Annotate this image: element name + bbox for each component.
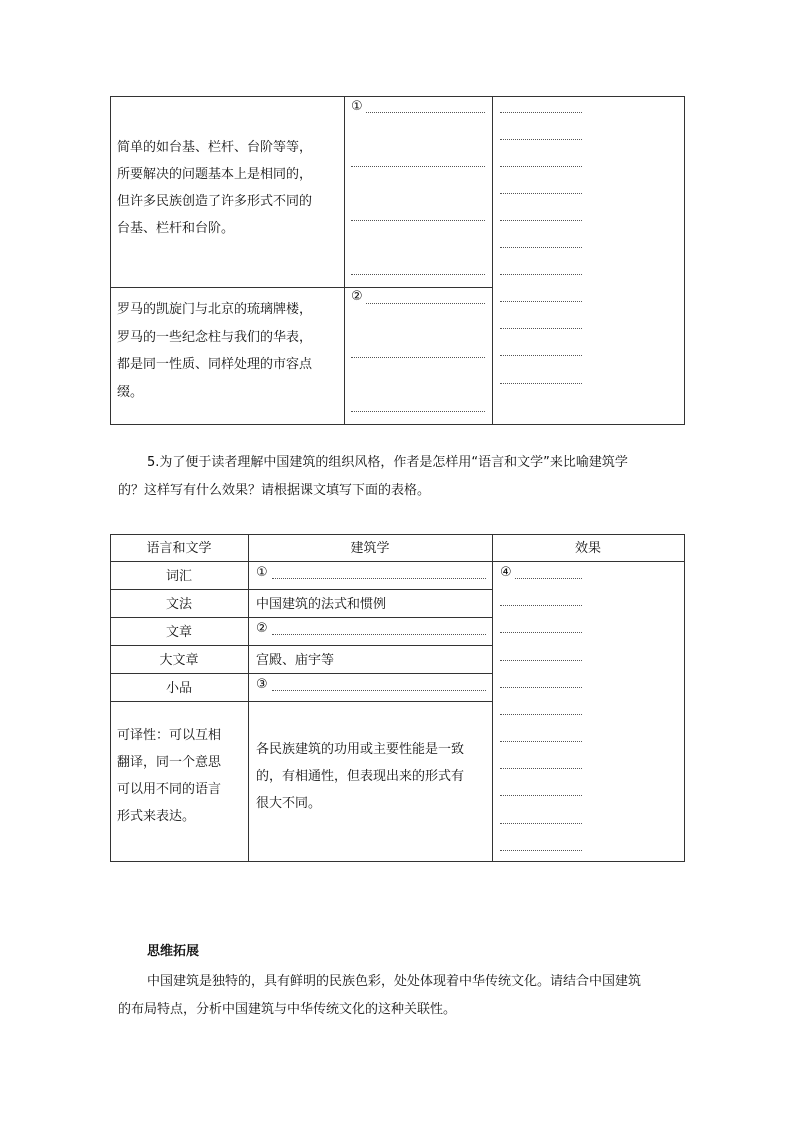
effect-mark: ④ [500,565,512,580]
answer-blank[interactable] [500,850,582,851]
table1-row1-line: 所要解决的问题基本上是相同的， [117,167,313,182]
term-cell: 大文章 [159,653,199,668]
answer-blank[interactable] [366,303,485,304]
section-heading: 思维拓展 [147,944,200,959]
answer-blank[interactable] [351,357,485,358]
header-architecture: 建筑学 [350,541,390,556]
answer-blank[interactable] [500,166,582,167]
table1-row2-line: 罗马的凯旋门与北京的琉璃牌楼， [117,302,313,317]
term-cell: 文章 [165,625,192,640]
table1-row2-line: 罗马的一些纪念柱与我们的华表， [117,330,313,345]
term-cell: 词汇 [165,569,192,584]
term-cell: 文法 [165,597,192,612]
answer-blank[interactable] [351,166,485,167]
answer-blank[interactable] [351,274,485,275]
answer-blank[interactable] [500,355,582,356]
answer-blank[interactable] [515,578,582,579]
translate-arch-line: 的，有相通性，但表现出来的形式有 [256,769,465,784]
answer-blank[interactable] [272,578,486,579]
header-effect: 效果 [574,541,601,556]
answer-blank[interactable] [500,193,582,194]
header-language: 语言和文学 [146,541,212,556]
answer-blank[interactable] [500,687,582,688]
translate-line: 可译性：可以互相 [117,728,222,743]
translate-line: 翻译，同一个意思 [117,755,222,770]
question-5-line2: 的？这样写有什么效果？请根据课文填写下面的表格。 [118,483,431,498]
translate-line: 形式来表达。 [117,809,196,824]
answer-blank[interactable] [351,220,485,221]
answer-blank[interactable] [500,823,582,824]
translate-arch-line: 很大不同。 [256,796,322,811]
arch-cell: ① [256,565,268,580]
question-5-line1: 5.为了便于读者理解中国建筑的组织风格，作者是怎样用“语言和文学”来比喻建筑学 [147,455,628,470]
answer-blank[interactable] [500,274,582,275]
answer-blank[interactable] [500,247,582,248]
answer-blank[interactable] [272,634,486,635]
term-cell: 小品 [165,681,192,696]
arch-cell: 宫殿、庙宇等 [256,653,335,668]
arch-cell: 中国建筑的法式和惯例 [256,597,387,612]
table1-row2-line: 缀。 [117,385,144,400]
answer-blank[interactable] [500,714,582,715]
thinking-line2: 的布局特点，分析中国建筑与中华传统文化的这种关联性。 [118,1002,457,1017]
answer-blank[interactable] [500,795,582,796]
table1-row1-line: 简单的如台基、栏杆、台阶等等， [117,140,313,155]
answer-mark-1: ① [351,99,363,114]
answer-blank[interactable] [500,660,582,661]
answer-mark-2: ② [351,289,363,304]
answer-blank[interactable] [500,220,582,221]
answer-blank[interactable] [272,690,486,691]
answer-blank[interactable] [500,139,582,140]
answer-blank[interactable] [500,328,582,329]
table1-row1-line: 台基、栏杆和台阶。 [117,221,235,236]
answer-blank[interactable] [366,112,485,113]
answer-blank[interactable] [351,411,485,412]
answer-blank[interactable] [500,301,582,302]
arch-cell: ② [256,621,268,636]
answer-blank[interactable] [500,605,582,606]
thinking-line1: 中国建筑是独特的，具有鲜明的民族色彩，处处体现着中华传统文化。请结合中国建筑 [147,974,642,989]
translate-arch-line: 各民族建筑的功用或主要性能是一致 [256,742,465,757]
answer-blank[interactable] [500,383,582,384]
answer-blank[interactable] [500,741,582,742]
arch-cell: ③ [256,677,268,692]
answer-blank[interactable] [500,632,582,633]
table1-row2-line: 都是同一性质、同样处理的市容点 [117,357,313,372]
translate-line: 可以用不同的语言 [117,782,222,797]
table1-row1-line: 但许多民族创造了许多形式不同的 [117,194,313,209]
answer-blank[interactable] [500,112,582,113]
answer-blank[interactable] [500,768,582,769]
